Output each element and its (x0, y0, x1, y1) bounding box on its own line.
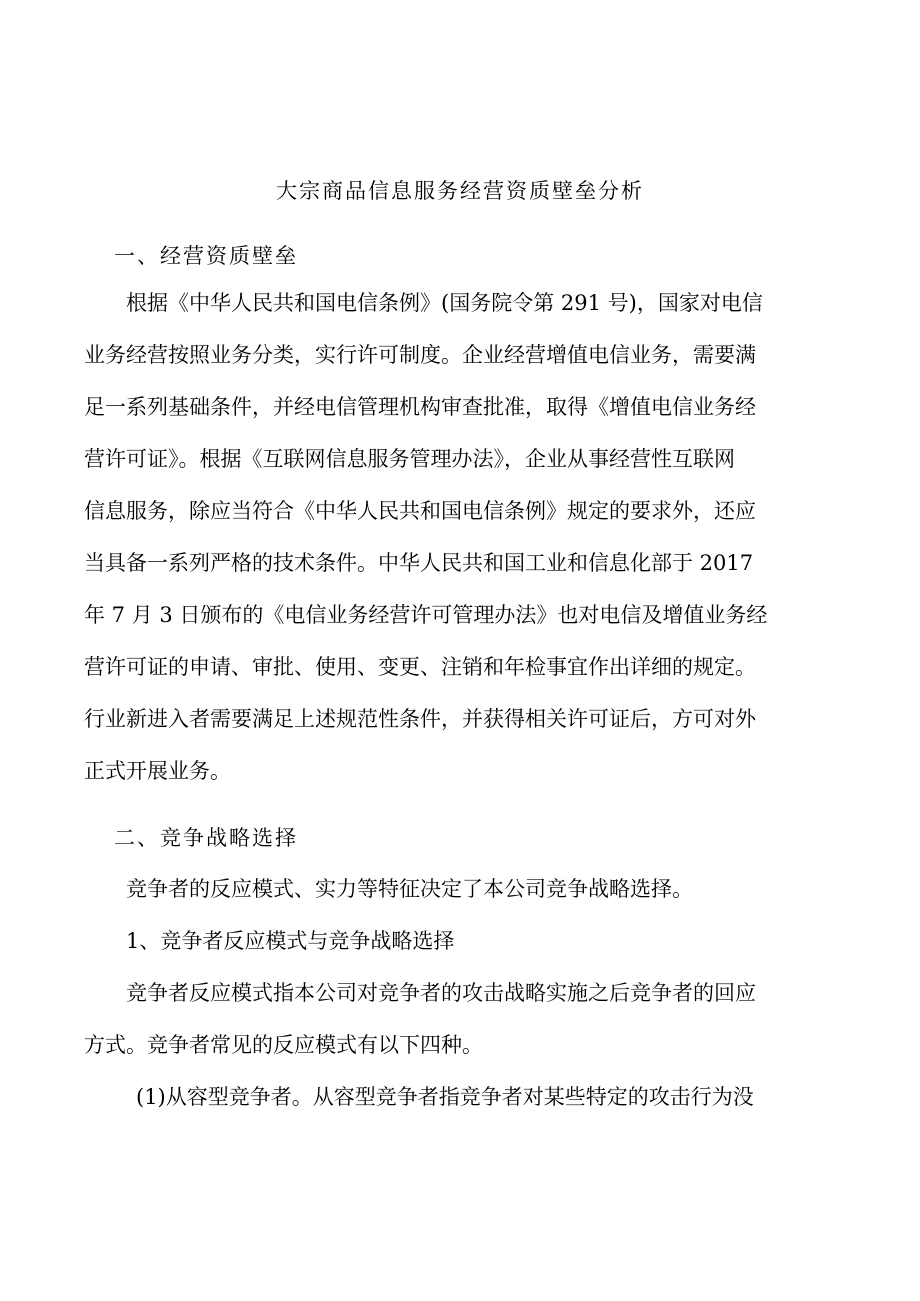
paragraph-line: 营许可证》。根据《互联网信息服务管理办法》，企业从事经营性互联网 (84, 447, 735, 471)
paragraph-line: 业务经营按照业务分类，实行许可制度。企业经营增值电信业务，需要满 (84, 343, 756, 367)
paragraph-line: 竞争者的反应模式、实力等特征决定了本公司竞争战略选择。 (126, 877, 693, 901)
paragraph-line: 正式开展业务。 (84, 759, 231, 783)
paragraph-line: 方式。竞争者常见的反应模式有以下四种。 (84, 1033, 483, 1057)
paragraph-line: 营许可证的申请、审批、使用、变更、注销和年检事宜作出详细的规定。 (84, 655, 756, 679)
section-heading-1: 一、经营资质壁垒 (114, 244, 298, 268)
document-title: 大宗商品信息服务经营资质壁垒分析 (276, 179, 644, 203)
paragraph-line: 当具备一系列严格的技术条件。中华人民共和国工业和信息化部于 2017 (84, 551, 754, 575)
paragraph-line: 足一系列基础条件，并经电信管理机构审查批准，取得《增值电信业务经 (84, 395, 756, 419)
section-heading-2: 二、竞争战略选择 (114, 826, 298, 850)
paragraph-line: 信息服务，除应当符合《中华人民共和国电信条例》规定的要求外，还应 (84, 499, 756, 523)
paragraph-line: 竞争者反应模式指本公司对竞争者的攻击战略实施之后竞争者的回应 (126, 981, 756, 1005)
list-item: (1)从容型竞争者。从容型竞争者指竞争者对某些特定的攻击行为没 (136, 1085, 754, 1109)
paragraph-line: 行业新进入者需要满足上述规范性条件，并获得相关许可证后，方可对外 (84, 707, 756, 731)
subheading: 1、竞争者反应模式与竞争战略选择 (126, 929, 455, 953)
paragraph-line: 年 7 月 3 日颁布的《电信业务经营许可管理办法》也对电信及增值业务经 (84, 603, 768, 627)
paragraph-line: 根据《中华人民共和国电信条例》(国务院令第 291 号)，国家对电信 (126, 291, 763, 315)
